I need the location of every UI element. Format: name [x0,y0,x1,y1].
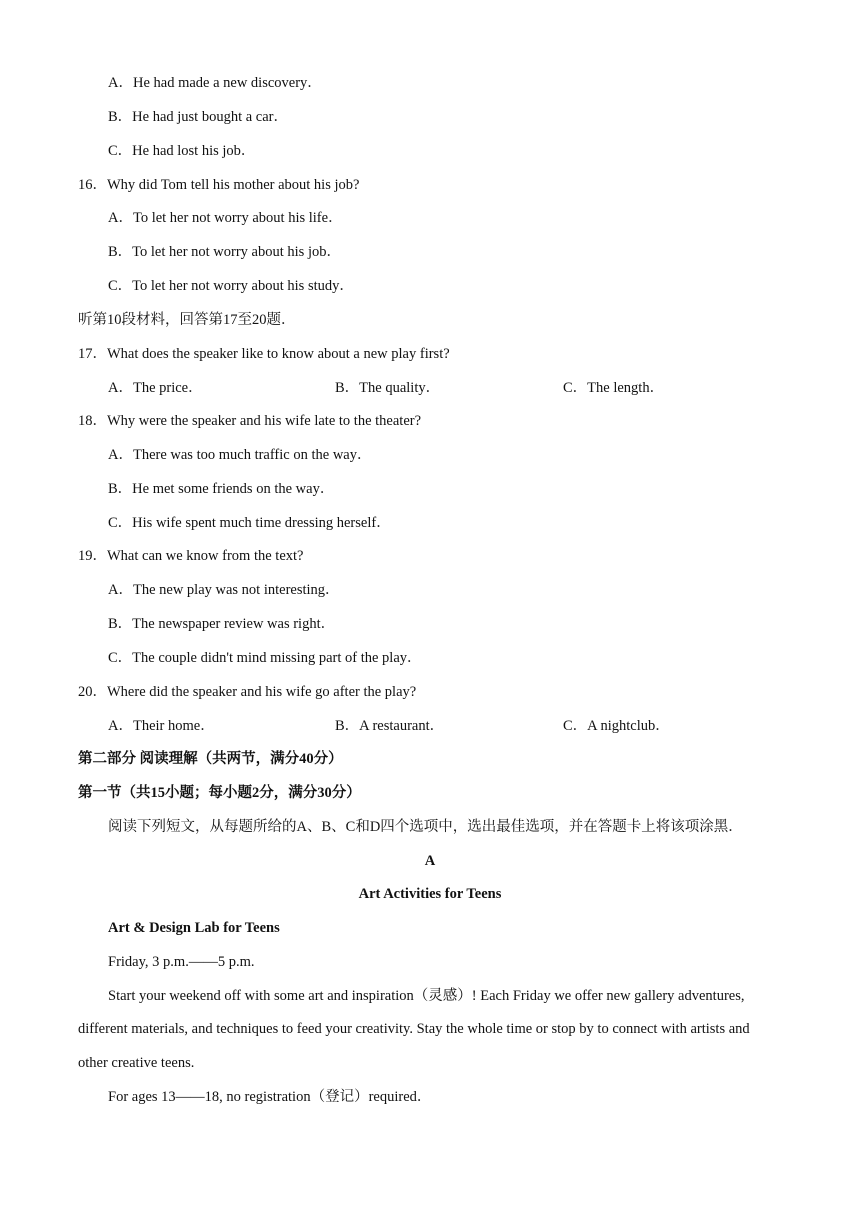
q19-option-c: C．The couple didn't mind missing part of the play． [108,650,422,666]
paragraph-line-1: Start your weekend off with some art and inspiration（灵感）! Each Friday we offer new gallery adventures, [108,988,745,1004]
q17-option-c: C．The length． [563,380,665,396]
part2-heading: 第二部分 阅读理解（共两节，满分40分） [78,751,343,767]
paragraph-line-2: different materials, and techniques to feed your creativity. Stay the whole time or stop by to connect with artists and [78,1021,750,1037]
q20-option-c: C．A nightclub． [563,718,670,734]
q19-option-a: A．The new play was not interesting． [108,582,340,598]
q17-stem: 17．What does the speaker like to know about a new play first? [78,346,450,362]
activity-time: Friday, 3 p.m.——5 p.m. [108,954,255,970]
q18-option-b: B．He met some friends on the way． [108,481,335,497]
q19-stem: 19．What can we know from the text? [78,548,304,564]
activity-title: Art & Design Lab for Teens [108,920,280,936]
q15-option-a: A．He had made a new discovery． [108,75,322,91]
section1-heading: 第一节（共15小题；每小题2分，满分30分） [78,785,361,801]
q20-stem: 20．Where did the speaker and his wife go after the play? [78,684,417,700]
q17-options [0,378,860,398]
q15-option-c: C．He had lost his job． [108,143,256,159]
passage-letter: A [424,853,436,869]
reading-instruction: 阅读下列短文，从每题所给的A、B、C和D四个选项中，选出最佳选项，并在答题卡上将该项涂黑． [108,819,743,835]
q17-option-a: A．The price． [108,380,203,396]
q18-option-a: A．There was too much traffic on the way． [108,447,372,463]
q20-option-a: A．Their home． [108,718,215,734]
q15-option-b: B．He had just bought a car． [108,109,289,125]
q16-option-a: A．To let her not worry about his life． [108,210,343,226]
q18-stem: 18．Why were the speaker and his wife late to the theater? [78,413,422,429]
q16-stem: 16．Why did Tom tell his mother about his job? [78,177,360,193]
q19-option-b: B．The newspaper review was right． [108,616,336,632]
age-note: For ages 13——18, no registration（登记）required． [108,1089,432,1105]
paragraph-line-3: other creative teens. [78,1055,195,1071]
section10-instruction: 听第10段材料，回答第17至20题． [78,312,296,328]
q17-option-b: B．The quality． [335,380,441,396]
passage-title: Art Activities for Teens [358,886,502,902]
q16-option-c: C．To let her not worry about his study． [108,278,354,294]
q18-option-c: C．His wife spent much time dressing herself． [108,515,391,531]
q16-option-b: B．To let her not worry about his job． [108,244,341,260]
q20-option-b: B．A restaurant． [335,718,445,734]
q20-options [0,716,860,736]
